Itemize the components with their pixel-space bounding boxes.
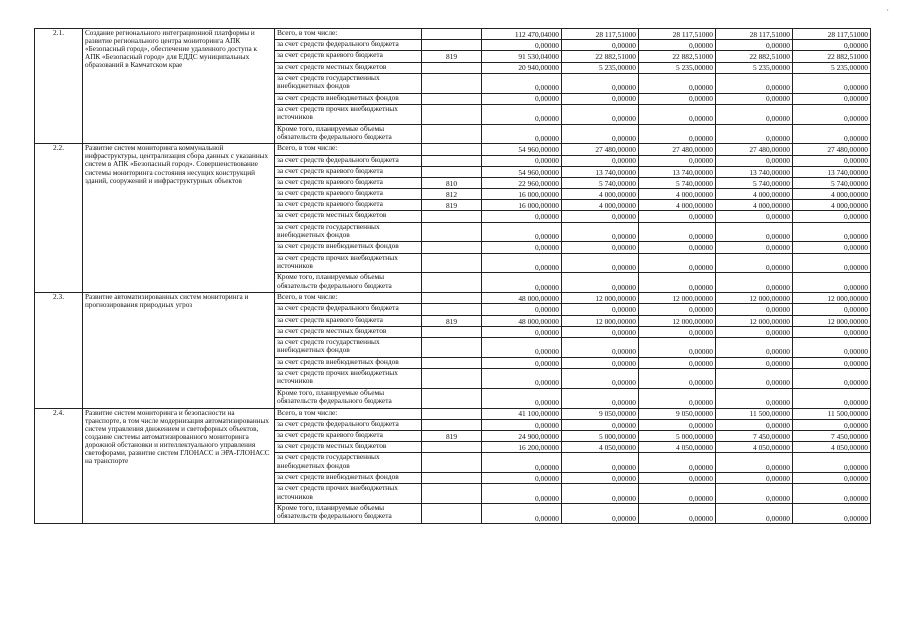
budget-code	[422, 104, 482, 124]
amount-cell: 4 000,00000	[716, 200, 793, 211]
amount-cell: 0,00000	[482, 326, 562, 337]
amount-cell: 0,00000	[793, 222, 871, 242]
amount-cell: 12 000,00000	[562, 293, 639, 304]
amount-cell: 0,00000	[639, 453, 716, 473]
funding-source: за счет средств прочих внебюджетных источников	[275, 253, 422, 273]
amount-cell: 0,00000	[639, 155, 716, 166]
amount-cell: 0,00000	[482, 453, 562, 473]
amount-cell: 28 117,51000	[793, 29, 871, 40]
amount-cell: 0,00000	[793, 155, 871, 166]
amount-cell: 4 050,00000	[793, 442, 871, 453]
funding-source: за счет средств краевого бюджета	[275, 51, 422, 62]
amount-cell: 0,00000	[482, 357, 562, 368]
amount-cell: 16 000,00000	[482, 189, 562, 200]
amount-cell: 28 117,51000	[639, 29, 716, 40]
budget-code	[422, 124, 482, 144]
amount-cell: 0,00000	[482, 73, 562, 93]
budget-code: 810	[422, 177, 482, 188]
amount-cell: 0,00000	[639, 253, 716, 273]
amount-cell: 0,00000	[639, 504, 716, 524]
budget-code: 819	[422, 200, 482, 211]
item-title: Развитие автоматизированных систем мониторинга и прогнозирования природных угроз	[83, 293, 275, 408]
amount-cell: 0,00000	[639, 273, 716, 293]
amount-cell: 13 740,00000	[716, 166, 793, 177]
amount-cell: 0,00000	[639, 473, 716, 484]
amount-cell: 0,00000	[562, 388, 639, 408]
amount-cell: 0,00000	[716, 304, 793, 315]
budget-code	[422, 253, 482, 273]
amount-cell: 0,00000	[482, 368, 562, 388]
budget-code: 819	[422, 430, 482, 441]
amount-cell: 0,00000	[482, 242, 562, 253]
amount-cell: 0,00000	[793, 124, 871, 144]
amount-cell: 0,00000	[482, 124, 562, 144]
amount-cell: 4 050,00000	[562, 442, 639, 453]
funding-source: Кроме того, планируемые объемы обязательств федерального бюджета	[275, 504, 422, 524]
amount-cell: 0,00000	[639, 222, 716, 242]
amount-cell: 0,00000	[562, 40, 639, 51]
amount-cell: 0,00000	[482, 40, 562, 51]
amount-cell: 0,00000	[562, 337, 639, 357]
budget-code	[422, 326, 482, 337]
amount-cell: 0,00000	[639, 326, 716, 337]
corner-mark: ·	[886, 6, 889, 15]
amount-cell: 0,00000	[716, 473, 793, 484]
budget-code	[422, 357, 482, 368]
amount-cell: 5 235,00000	[793, 62, 871, 73]
amount-cell: 27 480,00000	[639, 144, 716, 155]
budget-code	[422, 337, 482, 357]
budget-code	[422, 40, 482, 51]
amount-cell: 12 000,00000	[639, 315, 716, 326]
funding-source: за счет средств государственных внебюджетных фондов	[275, 453, 422, 473]
amount-cell: 0,00000	[562, 419, 639, 430]
budget-code: 812	[422, 189, 482, 200]
budget-code	[422, 504, 482, 524]
amount-cell: 16 000,00000	[482, 200, 562, 211]
amount-cell: 0,00000	[793, 473, 871, 484]
amount-cell: 0,00000	[639, 93, 716, 104]
amount-cell: 0,00000	[716, 453, 793, 473]
amount-cell: 48 000,00000	[482, 293, 562, 304]
amount-cell: 12 000,00000	[562, 315, 639, 326]
table-row	[35, 293, 871, 304]
amount-cell: 112 470,04000	[482, 29, 562, 40]
funding-source: за счет средств краевого бюджета	[275, 177, 422, 188]
amount-cell: 5 235,00000	[639, 62, 716, 73]
funding-source: за счет средств внебюджетных фондов	[275, 93, 422, 104]
budget-code	[422, 273, 482, 293]
amount-cell: 0,00000	[562, 273, 639, 293]
amount-cell: 0,00000	[482, 273, 562, 293]
amount-cell: 0,00000	[482, 253, 562, 273]
budget-code	[422, 304, 482, 315]
budget-code	[422, 93, 482, 104]
amount-cell: 0,00000	[482, 93, 562, 104]
amount-cell: 11 500,00000	[716, 408, 793, 419]
amount-cell: 0,00000	[793, 326, 871, 337]
funding-source: за счет средств федерального бюджета	[275, 304, 422, 315]
amount-cell: 0,00000	[482, 222, 562, 242]
amount-cell: 0,00000	[639, 211, 716, 222]
funding-table	[34, 28, 871, 524]
amount-cell: 11 500,00000	[793, 408, 871, 419]
amount-cell: 27 480,00000	[562, 144, 639, 155]
budget-code	[422, 293, 482, 304]
amount-cell: 0,00000	[793, 388, 871, 408]
budget-code	[422, 442, 482, 453]
item-number: 2.2.	[35, 144, 83, 293]
table-row	[35, 144, 871, 155]
funding-source: за счет средств государственных внебюджетных фондов	[275, 337, 422, 357]
budget-code	[422, 211, 482, 222]
amount-cell: 4 050,00000	[716, 442, 793, 453]
funding-source: за счет средств федерального бюджета	[275, 155, 422, 166]
amount-cell: 0,00000	[793, 104, 871, 124]
amount-cell: 12 000,00000	[716, 293, 793, 304]
amount-cell: 0,00000	[482, 304, 562, 315]
budget-code	[422, 388, 482, 408]
amount-cell: 12 000,00000	[716, 315, 793, 326]
amount-cell: 27 480,00000	[793, 144, 871, 155]
amount-cell: 7 450,00000	[716, 430, 793, 441]
budget-code	[422, 453, 482, 473]
amount-cell: 4 000,00000	[562, 200, 639, 211]
amount-cell: 0,00000	[716, 93, 793, 104]
amount-cell: 0,00000	[793, 419, 871, 430]
budget-code	[422, 408, 482, 419]
budget-code	[422, 73, 482, 93]
amount-cell: 41 100,00000	[482, 408, 562, 419]
amount-cell: 0,00000	[562, 484, 639, 504]
amount-cell: 0,00000	[482, 337, 562, 357]
funding-source: Всего, в том числе:	[275, 293, 422, 304]
amount-cell: 0,00000	[562, 357, 639, 368]
amount-cell: 54 960,00000	[482, 166, 562, 177]
amount-cell: 0,00000	[562, 504, 639, 524]
amount-cell: 22 882,51000	[793, 51, 871, 62]
budget-code: 819	[422, 51, 482, 62]
amount-cell: 4 000,00000	[716, 189, 793, 200]
funding-source: за счет средств федерального бюджета	[275, 419, 422, 430]
funding-source: за счет средств местных бюджетов	[275, 62, 422, 73]
budget-code	[422, 368, 482, 388]
budget-code	[422, 62, 482, 73]
amount-cell: 0,00000	[482, 484, 562, 504]
amount-cell: 0,00000	[793, 484, 871, 504]
funding-source: за счет средств внебюджетных фондов	[275, 242, 422, 253]
funding-source: Кроме того, планируемые объемы обязательств федерального бюджета	[275, 124, 422, 144]
amount-cell: 28 117,51000	[716, 29, 793, 40]
amount-cell: 0,00000	[716, 273, 793, 293]
amount-cell: 0,00000	[716, 326, 793, 337]
amount-cell: 27 480,00000	[716, 144, 793, 155]
funding-source: за счет средств государственных внебюджетных фондов	[275, 73, 422, 93]
amount-cell: 0,00000	[793, 304, 871, 315]
budget-code	[422, 144, 482, 155]
amount-cell: 5 740,00000	[716, 177, 793, 188]
item-title: Развитие систем мониторинга коммунальной инфраструктуры, централизация сбора данных с указанных систем в АПК «Безопасный город». Совершенствование системы мониторинга состояния несущих конструкций зданий, сооружений и инфраструктурных объектов	[83, 144, 275, 293]
funding-source: за счет средств краевого бюджета	[275, 430, 422, 441]
amount-cell: 22 960,00000	[482, 177, 562, 188]
item-number: 2.3.	[35, 293, 83, 408]
amount-cell: 5 235,00000	[716, 62, 793, 73]
amount-cell: 0,00000	[639, 337, 716, 357]
budget-code	[422, 419, 482, 430]
amount-cell: 9 050,00000	[562, 408, 639, 419]
budget-code	[422, 473, 482, 484]
amount-cell: 91 530,04000	[482, 51, 562, 62]
amount-cell: 0,00000	[639, 368, 716, 388]
amount-cell: 0,00000	[793, 368, 871, 388]
amount-cell: 0,00000	[482, 211, 562, 222]
budget-code	[422, 242, 482, 253]
amount-cell: 22 882,51000	[562, 51, 639, 62]
amount-cell: 20 940,00000	[482, 62, 562, 73]
funding-source: за счет средств федерального бюджета	[275, 40, 422, 51]
funding-source: Всего, в том числе:	[275, 408, 422, 419]
amount-cell: 0,00000	[639, 388, 716, 408]
amount-cell: 0,00000	[793, 242, 871, 253]
amount-cell: 4 000,00000	[562, 189, 639, 200]
amount-cell: 9 050,00000	[639, 408, 716, 419]
funding-source: за счет средств краевого бюджета	[275, 166, 422, 177]
amount-cell: 0,00000	[562, 124, 639, 144]
amount-cell: 5 235,00000	[562, 62, 639, 73]
amount-cell: 0,00000	[716, 211, 793, 222]
amount-cell: 0,00000	[716, 124, 793, 144]
budget-code	[422, 155, 482, 166]
amount-cell: 0,00000	[482, 104, 562, 124]
amount-cell: 4 050,00000	[639, 442, 716, 453]
amount-cell: 0,00000	[639, 124, 716, 144]
amount-cell: 0,00000	[793, 504, 871, 524]
funding-source: Всего, в том числе:	[275, 144, 422, 155]
amount-cell: 4 000,00000	[639, 189, 716, 200]
amount-cell: 16 200,00000	[482, 442, 562, 453]
funding-source: за счет средств краевого бюджета	[275, 189, 422, 200]
amount-cell: 24 900,00000	[482, 430, 562, 441]
amount-cell: 0,00000	[793, 357, 871, 368]
amount-cell: 0,00000	[716, 104, 793, 124]
table-row	[35, 29, 871, 40]
amount-cell: 0,00000	[562, 93, 639, 104]
amount-cell: 48 000,00000	[482, 315, 562, 326]
amount-cell: 0,00000	[482, 419, 562, 430]
funding-source: Кроме того, планируемые объемы обязательств федерального бюджета	[275, 273, 422, 293]
amount-cell: 5 740,00000	[562, 177, 639, 188]
amount-cell: 13 740,00000	[562, 166, 639, 177]
amount-cell: 0,00000	[793, 337, 871, 357]
amount-cell: 0,00000	[562, 453, 639, 473]
funding-source: за счет средств краевого бюджета	[275, 315, 422, 326]
amount-cell: 5 740,00000	[793, 177, 871, 188]
amount-cell: 0,00000	[716, 388, 793, 408]
amount-cell: 0,00000	[716, 368, 793, 388]
amount-cell: 0,00000	[562, 104, 639, 124]
amount-cell: 0,00000	[793, 73, 871, 93]
item-number: 2.4.	[35, 408, 83, 523]
amount-cell: 0,00000	[562, 155, 639, 166]
budget-code	[422, 222, 482, 242]
amount-cell: 22 882,51000	[639, 51, 716, 62]
amount-cell: 0,00000	[716, 357, 793, 368]
funding-source: за счет средств местных бюджетов	[275, 442, 422, 453]
amount-cell: 0,00000	[562, 368, 639, 388]
amount-cell: 4 000,00000	[639, 200, 716, 211]
amount-cell: 0,00000	[562, 242, 639, 253]
amount-cell: 0,00000	[716, 419, 793, 430]
amount-cell: 0,00000	[639, 357, 716, 368]
amount-cell: 7 450,00000	[793, 430, 871, 441]
amount-cell: 0,00000	[562, 326, 639, 337]
amount-cell: 0,00000	[482, 504, 562, 524]
amount-cell: 0,00000	[482, 155, 562, 166]
item-title: Создание регионального интеграционной платформы и развитие регионального центра мониторинга АПК «Безопасный город», обеспечение удаленного доступа к АПК «Безопасный город» для ЕДДС муниципальных образований в Камчатском крае	[83, 29, 275, 144]
amount-cell: 12 000,00000	[793, 315, 871, 326]
funding-source: за счет средств прочих внебюджетных источников	[275, 484, 422, 504]
amount-cell: 4 000,00000	[793, 200, 871, 211]
funding-source: за счет средств прочих внебюджетных источников	[275, 368, 422, 388]
amount-cell: 0,00000	[562, 304, 639, 315]
amount-cell: 0,00000	[716, 155, 793, 166]
amount-cell: 0,00000	[639, 40, 716, 51]
amount-cell: 0,00000	[793, 253, 871, 273]
budget-code: 819	[422, 315, 482, 326]
funding-source: за счет средств государственных внебюджетных фондов	[275, 222, 422, 242]
amount-cell: 0,00000	[716, 484, 793, 504]
amount-cell: 12 000,00000	[639, 293, 716, 304]
amount-cell: 0,00000	[482, 388, 562, 408]
amount-cell: 5 000,00000	[562, 430, 639, 441]
amount-cell: 0,00000	[562, 222, 639, 242]
amount-cell: 5 740,00000	[639, 177, 716, 188]
budget-code	[422, 29, 482, 40]
amount-cell: 0,00000	[482, 473, 562, 484]
amount-cell: 0,00000	[793, 273, 871, 293]
amount-cell: 0,00000	[562, 473, 639, 484]
amount-cell: 0,00000	[639, 242, 716, 253]
funding-source: за счет средств краевого бюджета	[275, 200, 422, 211]
amount-cell: 0,00000	[716, 73, 793, 93]
amount-cell: 0,00000	[562, 211, 639, 222]
amount-cell: 12 000,00000	[793, 293, 871, 304]
amount-cell: 28 117,51000	[562, 29, 639, 40]
amount-cell: 0,00000	[716, 242, 793, 253]
amount-cell: 0,00000	[716, 40, 793, 51]
item-number: 2.1.	[35, 29, 83, 144]
amount-cell: 0,00000	[716, 337, 793, 357]
funding-source: Кроме того, планируемые объемы обязательств федерального бюджета	[275, 388, 422, 408]
amount-cell: 0,00000	[639, 304, 716, 315]
amount-cell: 0,00000	[639, 104, 716, 124]
funding-source: за счет средств внебюджетных фондов	[275, 473, 422, 484]
budget-code	[422, 484, 482, 504]
amount-cell: 0,00000	[639, 419, 716, 430]
amount-cell: 0,00000	[716, 504, 793, 524]
amount-cell: 5 000,00000	[639, 430, 716, 441]
funding-source: за счет средств внебюджетных фондов	[275, 357, 422, 368]
funding-source: за счет средств местных бюджетов	[275, 326, 422, 337]
table-row	[35, 408, 871, 419]
funding-source: Всего, в том числе:	[275, 29, 422, 40]
amount-cell: 13 740,00000	[793, 166, 871, 177]
amount-cell: 0,00000	[716, 222, 793, 242]
funding-source: за счет средств местных бюджетов	[275, 211, 422, 222]
funding-source: за счет средств прочих внебюджетных источников	[275, 104, 422, 124]
amount-cell: 0,00000	[716, 253, 793, 273]
amount-cell: 0,00000	[562, 73, 639, 93]
amount-cell: 4 000,00000	[793, 189, 871, 200]
amount-cell: 0,00000	[793, 40, 871, 51]
budget-code	[422, 166, 482, 177]
amount-cell: 22 882,51000	[716, 51, 793, 62]
item-title: Развитие систем мониторинга и безопасности на транспорте, в том числе модернизация автоматизированных систем управления движением и светофорных объектов, создание системы автоматизированного мониторинга дорожной обстановки и интеллектуального управления светофорами, развитие систем ГЛОНАСС и ЭРА-ГЛОНАСС на транспорте	[83, 408, 275, 523]
amount-cell: 0,00000	[639, 484, 716, 504]
amount-cell: 0,00000	[793, 453, 871, 473]
amount-cell: 54 960,00000	[482, 144, 562, 155]
amount-cell: 0,00000	[793, 211, 871, 222]
amount-cell: 0,00000	[562, 253, 639, 273]
amount-cell: 0,00000	[793, 93, 871, 104]
amount-cell: 13 740,00000	[639, 166, 716, 177]
amount-cell: 0,00000	[639, 73, 716, 93]
